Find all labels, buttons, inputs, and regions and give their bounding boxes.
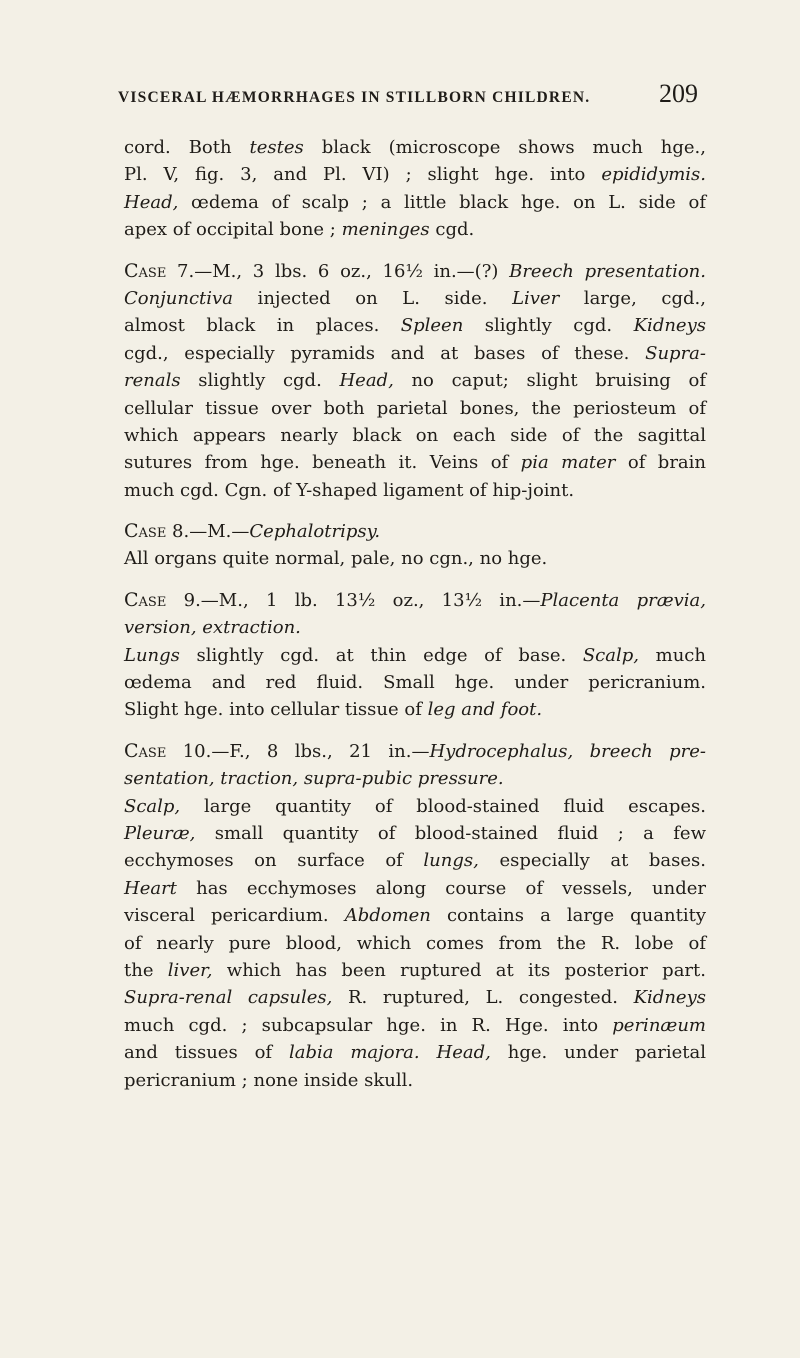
text-run: cord. Both [124, 137, 250, 158]
text-line [124, 820, 706, 847]
text-line [124, 765, 706, 792]
text-line [124, 1067, 706, 1094]
italic-term: Scalp, [124, 795, 181, 817]
text-run: 8.—M.— [166, 521, 250, 543]
text-line [124, 793, 706, 820]
text-run: slightly cgd. at thin edge of base. [179, 644, 583, 666]
text-run: All organs quite normal, pale, no cgn., no hge. [124, 548, 548, 570]
text-line [124, 902, 706, 929]
text-run: and tissues of [124, 1042, 289, 1064]
text-line [124, 395, 706, 422]
text-run: which has been ruptured at its posterior part. [212, 959, 706, 981]
case-label: Case [124, 520, 167, 543]
italic-term: perinæum [612, 1014, 706, 1036]
text-run: no caput; slight bruising of [393, 370, 706, 392]
italic-term: Conjunctiva [124, 287, 233, 309]
text-run: of nearly pure blood, which comes from the R. lobe of [124, 932, 706, 954]
text-run: cgd. [429, 219, 475, 241]
text-line [124, 957, 706, 984]
text-run: which appears nearly black on each side of the sagittal [124, 424, 706, 446]
italic-term: Liver [512, 287, 560, 309]
text-run: large quantity of blood-stained fluid escapes. [180, 795, 706, 817]
italic-term: sentation, traction, supra-pubic pressure. [124, 768, 504, 790]
text-run: small quantity of blood-stained fluid ; a few [195, 822, 706, 844]
text-run: slightly cgd. [180, 370, 340, 392]
italic-term: Hydrocephalus, breech pre- [429, 740, 706, 762]
text-run: large, cgd., [559, 287, 706, 309]
text-line [124, 216, 706, 243]
text-line [124, 312, 706, 339]
italic-term: Supra- [645, 342, 706, 364]
text-line [124, 545, 706, 572]
case-label: Case [124, 259, 167, 282]
italic-term: testes [249, 137, 304, 158]
italic-term: Lungs [124, 644, 180, 666]
text-run: the [124, 959, 168, 981]
text-line [124, 422, 706, 449]
italic-term: labia majora. [288, 1042, 420, 1064]
italic-term: leg and foot. [427, 699, 543, 721]
text-run: R. ruptured, L. congested. [332, 987, 634, 1009]
italic-term: Abdomen [344, 905, 431, 927]
italic-term: Breech presentation. [509, 260, 706, 282]
text-run: pericranium ; none inside skull. [124, 1069, 414, 1091]
text-run: black (microscope shows much hge., [303, 137, 706, 158]
text-run: 7.—M., 3 lbs. 6 oz., 16½ in.—(?) [166, 260, 510, 282]
text-run: much cgd. ; subcapsular hge. in R. Hge. into [124, 1014, 613, 1036]
italic-term: Head, [124, 191, 179, 213]
case-7-heading [124, 258, 706, 285]
italic-term: renals [124, 370, 181, 392]
text-run: hge. under parietal [490, 1042, 706, 1064]
italic-term: Scalp, [582, 644, 639, 666]
text-line [124, 930, 706, 957]
running-head [118, 79, 698, 109]
italic-term: pia mater [520, 452, 616, 474]
text-run: cgd., especially pyramids and at bases of these. [124, 342, 646, 364]
text-line [124, 875, 706, 902]
text-run: 10.—F., 8 lbs., 21 in.— [166, 740, 430, 762]
text-line [124, 614, 706, 641]
text-run: much cgd. Cgn. of Y-shaped ligament of hip-joint. [124, 479, 575, 501]
case-label: Case [124, 739, 167, 762]
italic-term: Pleuræ, [124, 822, 196, 844]
italic-term: epididymis. [601, 164, 706, 186]
italic-term: lungs, [423, 850, 479, 872]
text-run: injected on L. side. [232, 287, 513, 309]
text-line [124, 449, 706, 476]
body-text [124, 134, 706, 1094]
page-number: 209 [659, 79, 698, 108]
italic-term: liver, [167, 959, 213, 981]
text-run: contains a large quantity [430, 905, 706, 927]
text-line [124, 696, 706, 723]
italic-term: Head, [339, 370, 394, 392]
text-run: cellular tissue over both parietal bones, the periosteum of [124, 397, 706, 419]
italic-term: Placenta prævia, [540, 589, 706, 611]
italic-term: meninges [341, 219, 430, 241]
text-line [124, 847, 706, 874]
text-run: Pl. V, fig. 3, and Pl. VI) ; slight hge. into [124, 164, 602, 186]
text-run: 9.—M., 1 lb. 13½ oz., 13½ in.— [166, 589, 541, 611]
italic-term: Kidneys [633, 987, 706, 1009]
italic-term: Cephalotripsy. [249, 521, 381, 543]
italic-term: Spleen [400, 315, 464, 337]
text-line [124, 161, 706, 188]
italic-term: Heart [124, 877, 177, 899]
text-run: sutures from hge. beneath it. Veins of [124, 452, 521, 474]
running-title: VISCERAL HÆMORRHAGES IN STILLBORN CHILDREN. [118, 89, 591, 106]
case-10-heading [124, 738, 706, 765]
italic-term: version, extraction. [124, 617, 301, 639]
italic-term: Head, [436, 1042, 491, 1064]
text-run: slightly cgd. [463, 315, 634, 337]
text-run: Slight hge. into cellular tissue of [124, 699, 428, 721]
italic-term: Kidneys [633, 315, 706, 337]
text-run: much [639, 644, 706, 666]
text-run: of brain [615, 452, 707, 474]
italic-term: Supra-renal capsules, [124, 987, 333, 1009]
text-line [124, 367, 706, 394]
text-run: apex of occipital bone ; [124, 219, 342, 241]
text-line [124, 340, 706, 367]
text-run: œdema and red fluid. Small hge. under pericranium. [124, 672, 706, 694]
text-line [124, 1012, 706, 1039]
case-8-heading [124, 518, 706, 545]
text-run: œdema of scalp ; a little black hge. on L. side of [178, 191, 706, 213]
text-run: has ecchymoses along course of vessels, under [176, 877, 706, 899]
case-label: Case [124, 588, 167, 611]
text-line [124, 669, 706, 696]
text-line [124, 477, 706, 504]
text-line [124, 134, 706, 161]
text-run: almost black in places. [124, 315, 401, 337]
case-9-heading [124, 587, 706, 614]
text-run [420, 1042, 437, 1063]
text-line [124, 984, 706, 1011]
text-line [124, 189, 706, 216]
text-run: ecchymoses on surface of [124, 850, 424, 872]
text-line [124, 642, 706, 669]
text-line [124, 285, 706, 312]
text-line [124, 1039, 706, 1066]
text-run: especially at bases. [478, 850, 706, 872]
text-run: visceral pericardium. [124, 905, 345, 927]
